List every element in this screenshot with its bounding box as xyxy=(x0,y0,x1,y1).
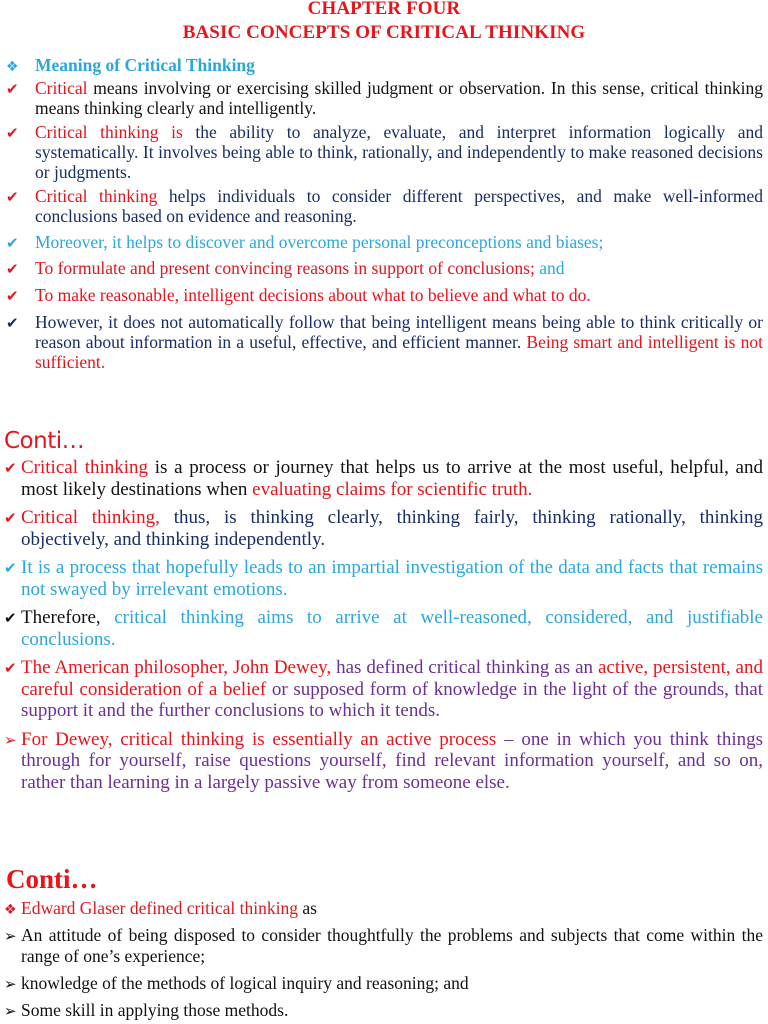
section-heading-conti: Conti… xyxy=(4,428,85,454)
list-item: ✔ Therefore, critical thinking aims to arrive at well-reasoned, considered, and justifiable conclusions. xyxy=(4,607,763,650)
section-heading: ❖ Meaning of Critical Thinking xyxy=(6,55,255,75)
list-item: ➢ Some skill in applying those methods. xyxy=(4,1000,289,1020)
arrow-bullet-icon: ➢ xyxy=(4,1002,17,1020)
list-item: ✔ To formulate and present convincing reasons in support of conclusions; and xyxy=(6,258,565,278)
list-item: ✔ Critical thinking is the ability to analyze, evaluate, and interpret information logically and systematically. It involves being able to think, rationally, and independently to make reasoned decisions or judgments. xyxy=(6,122,763,182)
checkmark-icon: ✔ xyxy=(6,80,19,98)
checkmark-icon: ✔ xyxy=(6,314,19,332)
chapter-title: BASIC CONCEPTS OF CRITICAL THINKING xyxy=(182,22,586,43)
checkmark-icon: ✔ xyxy=(6,124,19,142)
list-item: ✔ It is a process that hopefully leads to an impartial investigation of the data and facts that remains not swayed by irrelevant emotions. xyxy=(4,557,763,600)
checkmark-icon: ✔ xyxy=(6,188,19,206)
checkmark-icon: ✔ xyxy=(6,260,19,278)
list-item: ✔ Moreover, it helps to discover and overcome personal preconceptions and biases; xyxy=(6,232,604,252)
checkmark-icon: ✔ xyxy=(4,459,17,477)
arrow-bullet-icon: ➢ xyxy=(4,975,17,993)
list-item: ✔ Critical thinking helps individuals to consider different perspectives, and make well-informed conclusions based on evidence and reasoning. xyxy=(6,186,763,226)
checkmark-icon: ✔ xyxy=(4,559,17,577)
list-item: ✔ To make reasonable, intelligent decisions about what to believe and what to do. xyxy=(6,285,591,305)
diamond-bullet-icon: ❖ xyxy=(6,59,19,75)
section-meaning xyxy=(4,55,763,372)
list-item: ✔ Critical thinking is a process or journey that helps us to arrive at the most useful, helpful, and most likely destinations when evaluating claims for scientific truth. xyxy=(4,457,763,500)
arrow-bullet-icon: ➢ xyxy=(4,927,17,945)
list-item: ✔ Critical means involving or exercising skilled judgment or observation. In this sense, critical thinking means thinking clearly and intelligently. xyxy=(6,78,763,118)
section-conti-1 xyxy=(4,457,763,793)
checkmark-icon: ✔ xyxy=(4,509,17,527)
list-item: ✔ The American philosopher, John Dewey, has defined critical thinking as an active, persistent, and careful consideration of a belief or supposed form of knowledge in the light of the grounds, that support it and the further conclusions to which it tends. xyxy=(4,657,763,721)
checkmark-icon: ✔ xyxy=(6,287,19,305)
checkmark-icon: ✔ xyxy=(4,609,17,627)
checkmark-icon: ✔ xyxy=(6,234,19,252)
list-item: ❖ Edward Glaser defined critical thinking as xyxy=(4,898,763,919)
list-item: ✔ However, it does not automatically follow that being intelligent means being able to think critically or reason about information in a useful, effective, and efficient manner. Being smart and intelligent is not sufficient. xyxy=(6,312,763,372)
list-item: ➢ An attitude of being disposed to consider thoughtfully the problems and subjects that come within the range of one’s experience; xyxy=(4,925,763,966)
list-item: ➢ knowledge of the methods of logical inquiry and reasoning; and xyxy=(4,973,469,993)
chapter-label: CHAPTER FOUR xyxy=(307,0,461,19)
section-heading-conti-2: Conti… xyxy=(6,864,98,894)
list-item: ➢ For Dewey, critical thinking is essentially an active process – one in which you think things through for yourself, raise questions yourself, find relevant information yourself, and so on, rather than learning in a largely passive way from someone else. xyxy=(4,728,764,793)
list-item: ✔ Critical thinking, thus, is thinking clearly, thinking fairly, thinking rationally, thinking objectively, and thinking independently. xyxy=(4,507,763,550)
checkmark-icon: ✔ xyxy=(4,659,17,677)
section-conti-2 xyxy=(4,898,763,1021)
diamond-bullet-icon: ❖ xyxy=(4,902,17,918)
arrow-bullet-icon: ➢ xyxy=(4,730,17,749)
